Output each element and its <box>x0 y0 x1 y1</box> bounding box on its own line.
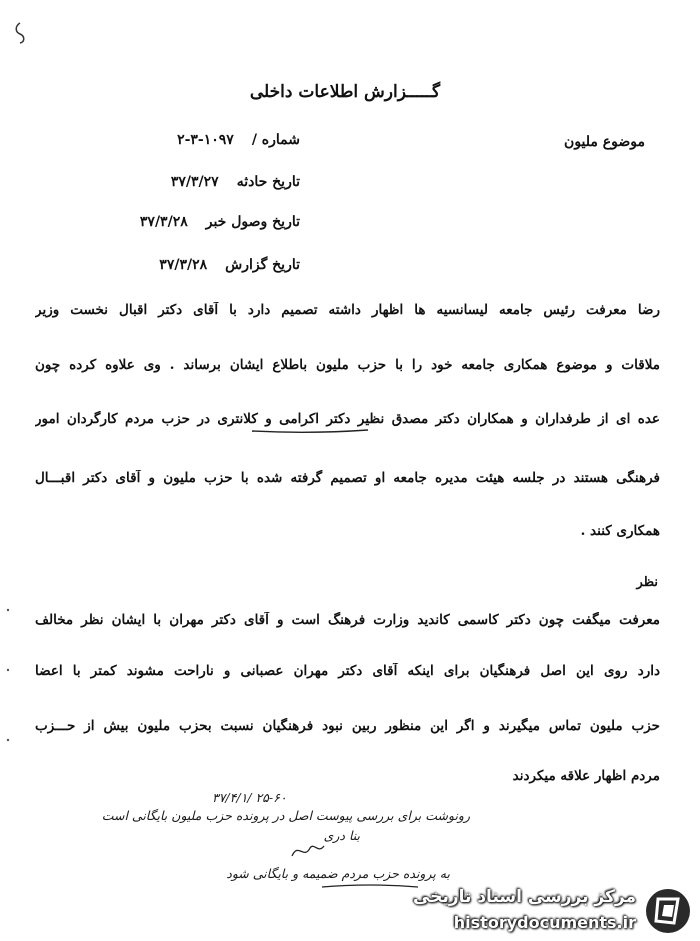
paragraph2-line: دارد روی این اصل فرهنگیان برای اینکه آقای دکتر مهران عصبانی و ناراحت مشوند کمتر با اعضا <box>35 663 660 679</box>
handwritten-initials: بنا دری <box>323 828 360 843</box>
paragraph2-line: مردم اظهار علاقه میکردند <box>512 768 660 784</box>
paragraph1-line: همکاری کنند . <box>580 523 660 539</box>
handwritten-date: ۳۷/۴/۱/ ۲۵-۶۰ <box>212 790 287 805</box>
handwritten-note: به پرونده حزب مردم ضمیمه و بایگانی شود <box>226 866 450 881</box>
watermark-site: historydocuments.ir <box>453 913 636 932</box>
paragraph2-line: حزب ملیون تماس میگیرند و اگر این منظور ربین نبود فرهنگیان نسبت بحزب ملیون بیش از حـــزب <box>35 718 660 734</box>
handwritten-signature <box>288 838 328 862</box>
meta-label: تاریخ وصول خبر <box>205 214 300 230</box>
scan-edge-marks <box>6 600 10 780</box>
meta-value: ۲-۳-۱۰۹۷ <box>177 132 234 148</box>
paragraph1-line: عده ای از طرفداران و همکاران دکتر مصدق نظیر دکتر اکرامی و کلانتری در حزب مردم کارگردان امور <box>35 411 660 427</box>
binding-mark <box>14 22 26 44</box>
meta-report-date <box>159 257 300 273</box>
meta-received-date <box>140 214 300 230</box>
paragraph2-line: معرفت میگفت چون دکتر کاسمی کاندید وزارت فرهنگ است و آقای دکتر مهران با ایشان نظر مخالف <box>35 612 660 628</box>
meta-label: تاریخ گزارش <box>225 257 300 273</box>
meta-label: تاریخ حادثه <box>236 174 300 190</box>
meta-value: ۳۷/۳/۲۷ <box>170 174 219 190</box>
note-label: نظر <box>636 575 658 590</box>
underline-mark <box>250 428 370 434</box>
archive-logo-icon <box>644 887 692 935</box>
watermark-org-name: مرکز بررسی اسناد تاریخی <box>413 887 636 907</box>
meta-number <box>177 132 300 148</box>
paragraph1-line: رضا معرفت رئیس جامعه لیسانسیه ها اظهار داشته تصمیم دارد با آقای دکتر اقبال نخست وزیر <box>35 302 660 318</box>
handwritten-note: رونوشت برای بررسی پیوست اصل در پرونده حزب ملیون بایگانی است <box>101 808 470 823</box>
meta-incident-date <box>171 174 300 190</box>
meta-value: ۳۷/۳/۲۸ <box>159 257 208 273</box>
meta-value: ۳۷/۳/۲۸ <box>139 214 188 230</box>
document-subject: موضوع ملیون <box>564 134 645 150</box>
paragraph1-line: فرهنگی هستند در جلسه هیئت مدیره جامعه او تصمیم گرفته شده با حزب ملیون و آقای دکتر اقبـــال <box>35 470 660 486</box>
document-title: گـــــزارش اطلاعات داخلی <box>249 82 441 102</box>
watermark <box>400 883 700 941</box>
paragraph1-line: ملاقات و موضوع همکاری جامعه خود را با حزب ملیون باطلاع ایشان برساند . وی علاوه کرده چون <box>35 357 660 373</box>
meta-label: شماره / <box>251 132 300 148</box>
